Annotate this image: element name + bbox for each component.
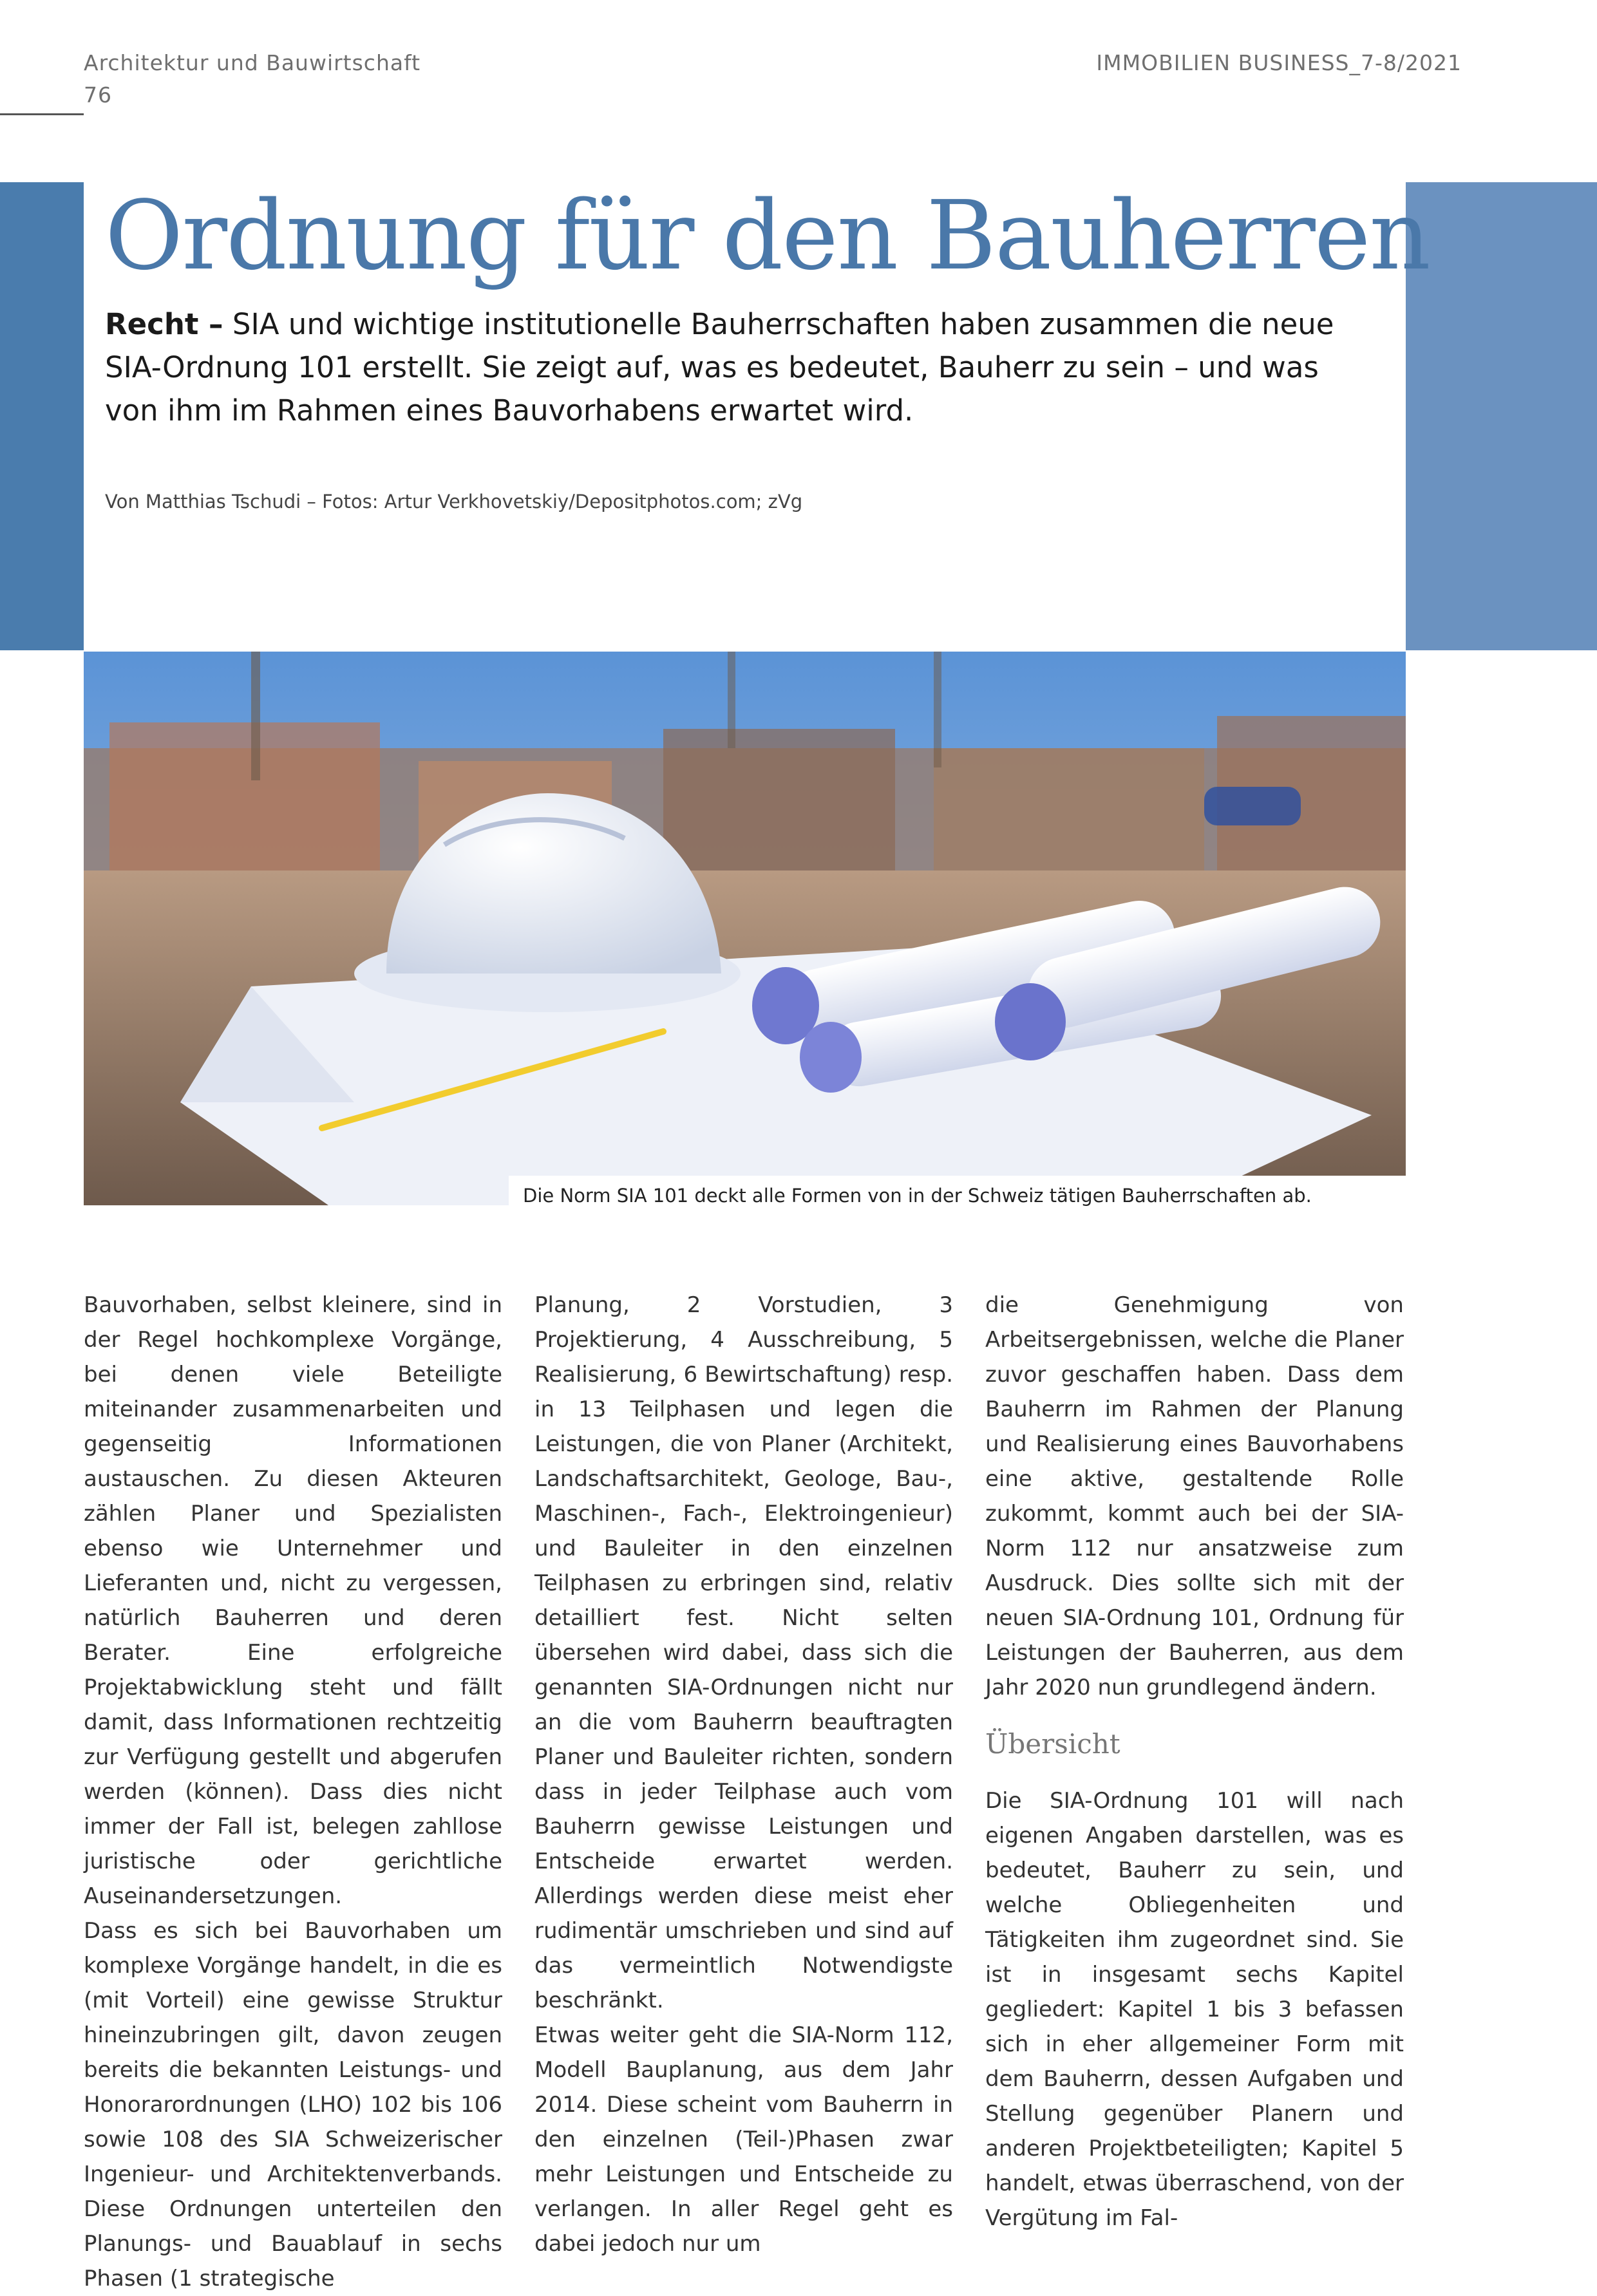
accent-band-left <box>0 182 84 650</box>
body-paragraph: die Genehmigung von Arbeitsergebnissen, welche die Planer zuvor geschaffen haben. Dass dem Bauherrn im Rahmen der Planung und Realisierung eines Bauvorhabens eine aktive, gestaltende Rolle zukommt, kommt auch bei der SIA-Norm 112 nur ansatzweise zum Ausdruck. Dies sollte sich mit der neuen SIA-Ordnung 101, Ordnung für Leistungen der Bauherren, aus dem Jahr 2020 nun grundlegend ändern. <box>985 1292 1404 1700</box>
body-paragraph: Planung, 2 Vorstudien, 3 Projektierung, 4 Ausschreibung, 5 Realisierung, 6 Bewirtschaftung) resp. in 13 Teilphasen und legen die Leistungen, die von Planer (Architekt, Landschaftsarchitekt, Geologe, Bau-, Maschinen-, Fach-, Elektroingenieur) und Bauleiter in den einzelnen Teilphasen zu erbringen sind, relativ detailliert fest. Nicht selten übersehen wird dabei, dass sich die genannten SIA-Ordnungen nicht nur an die vom Bauherrn beauftragten Planer und Bauleiter richten, sondern dass in jeder Teilphase auch vom Bauherrn gewisse Leistungen und Entscheide erwartet werden. Allerdings werden diese meist eher rudimentär umschrieben und sind auf das vermeintlich Notwendigste beschränkt. <box>534 1292 953 2013</box>
section-subheading: Übersicht <box>985 1728 1120 1760</box>
article-lead <box>105 303 1367 432</box>
body-paragraph: Dass es sich bei Bauvorhaben um komplexe Vorgänge handelt, in die es (mit Vorteil) eine gewisse Struktur hineinzubringen gilt, davon zeugen bereits die bekannten Leistungs- und Honorarordnungen (LHO) 102 bis 106 sowie 108 des SIA Schweizerischer Ingenieur- und Architektenverbands. Diese Ordnungen unterteilen den Planungs- und Bauablauf in sechs Phasen (1 strategische <box>84 1918 502 2291</box>
byline: Von Matthias Tschudi – Fotos: Artur Verkhovetskiy/Depositphotos.com; zVg <box>105 491 803 513</box>
body-column-1 <box>84 1288 502 2296</box>
accent-band-right <box>1406 182 1597 650</box>
lead-text: SIA und wichtige institutionelle Bauherrschaften haben zusammen die neue SIA-Ordnung 101 erstellt. Sie zeigt auf, was es bedeutet, Bauherr zu sein – und was von ihm im Rahmen eines Bauvorhabens erwartet wird. <box>105 307 1334 428</box>
publication-name: IMMOBILIEN BUSINESS_7-8/2021 <box>1096 50 1462 75</box>
body-paragraph: Bauvorhaben, selbst kleinere, sind in der Regel hochkomplexe Vorgänge, bei denen viele Beteiligte miteinander zusammenarbeiten und gegenseitig Informationen austauschen. Zu diesen Akteuren zählen Planer und Spezialisten ebenso wie Unternehmer und Lieferanten und, nicht zu vergessen, natürlich Bauherren und deren Berater. Eine erfolgreiche Projektabwicklung steht und fällt damit, dass Informationen rechtzeitig zur Verfügung gestellt und abgerufen werden (können). Dass dies nicht immer der Fall ist, belegen zahllose juristische oder gerichtliche Auseinandersetzungen. <box>84 1292 502 1909</box>
article-title: Ordnung für den Bauherren <box>105 180 1430 291</box>
body-column-3 <box>985 1288 1404 2235</box>
photo-caption: Die Norm SIA 101 deckt alle Formen von in der Schweiz tätigen Bauherrschaften ab. <box>523 1185 1312 1207</box>
running-header-section: Architektur und Bauwirtschaft <box>84 50 421 75</box>
body-paragraph: Etwas weiter geht die SIA-Norm 112, Modell Bauplanung, aus dem Jahr 2014. Diese scheint vom Bauherrn in den einzelnen (Teil-)Phasen zwar mehr Leistungen und Entscheide zu verlangen. In aller Regel geht es dabei jedoch nur um <box>534 2022 953 2257</box>
header-rule <box>0 113 84 115</box>
body-column-2 <box>534 1288 953 2261</box>
body-paragraph: Die SIA-Ordnung 101 will nach eigenen Angaben darstellen, was es bedeutet, Bauherr zu sein, und welche Obliegenheiten und Tätigkeiten ihm zugeordnet sind. Sie ist in insgesamt sechs Kapitel gegliedert: Kapitel 1 bis 3 befassen sich in eher allgemeiner Form mit dem Bauherrn, dessen Aufgaben und Stellung gegenüber Planern und anderen Projektbeteiligten; Kapitel 5 handelt, etwas überraschend, von der Vergütung im Fal- <box>985 1788 1404 2231</box>
page-number: 76 <box>84 82 112 108</box>
article-photo <box>84 652 1406 1205</box>
lead-label: Recht – <box>105 307 223 341</box>
